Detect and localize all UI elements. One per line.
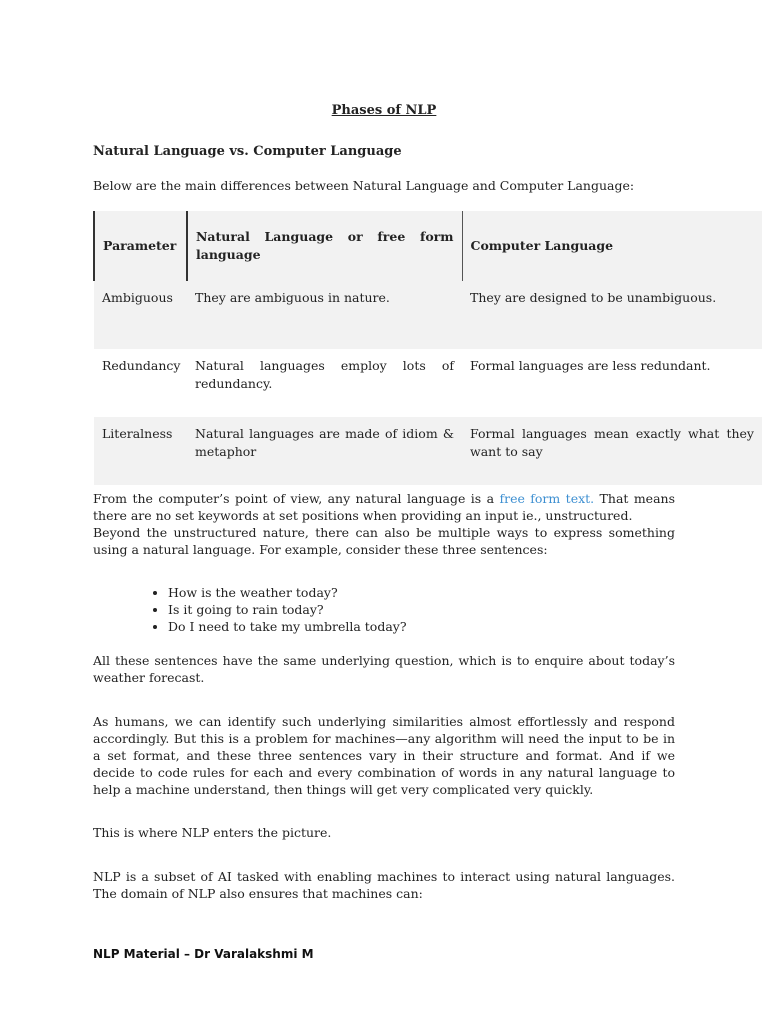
cell-natural: They are ambiguous in nature. [187,281,462,349]
cell-natural: Natural languages employ lots of redundancy. [195,358,454,391]
cell-computer: Formal languages mean exactly what they want to say [462,417,762,485]
table-header-row [94,211,762,281]
paragraph-text: From the computer’s point of view, any natural language is a [93,491,500,506]
header-parameter: Parameter [94,211,187,281]
cell-parameter: Literalness [94,417,187,485]
intro-text: Below are the main differences between Natural Language and Computer Language: [93,178,635,193]
cell-natural: Natural languages are made of idiom & metaphor [187,417,462,485]
cell-computer: Formal languages are less redundant. [470,358,711,373]
comparison-table [93,211,762,485]
paragraph-text: Beyond the unstructured nature, there can also be multiple ways to express something using a natural language. For example, consider these three sentences: [93,525,675,557]
table-row [94,417,762,485]
list-item: • How is the weather today? [168,584,407,601]
paragraph-nlp-definition: NLP is a subset of AI tasked with enabling machines to interact using natural languages. The domain of NLP also ensures that machines can: [93,869,675,901]
paragraph-text: That means there are no set keywords at set positions when providing an input ie., unstructured. [93,491,675,523]
cell-parameter: Ambiguous [94,281,187,349]
example-questions-list [150,584,407,635]
list-item: • Is it going to rain today? [168,601,407,618]
page-footer: NLP Material – Dr Varalakshmi M [93,947,314,961]
table-row [94,349,762,417]
header-computer-language: Computer Language [462,211,762,281]
paragraph-underlying-question: All these sentences have the same underlying question, which is to enquire about today’s weather forecast. [93,653,675,685]
paragraph-humans: As humans, we can identify such underlying similarities almost effortlessly and respond accordingly. But this is a problem for machines—any algorithm will need the input to be in a set format, and these three sentences vary in their structure and format. And if we decide to code rules for each and every combination of words in any natural language to help a machine understand, then things will get very complicated very quickly. [93,714,675,797]
list-item: • Do I need to take my umbrella today? [168,618,407,635]
section-heading: Natural Language vs. Computer Language [93,144,402,159]
paragraph-nlp-enters: This is where NLP enters the picture. [93,825,332,840]
cell-computer: They are designed to be unambiguous. [462,281,762,349]
table-row [94,281,762,349]
free-form-text-link[interactable]: free form text. [499,491,595,506]
page-title: Phases of NLP [331,103,437,118]
header-natural-language: Natural Language or free form language [187,211,462,281]
cell-parameter: Redundancy [102,358,181,373]
paragraph-free-form [93,490,675,558]
